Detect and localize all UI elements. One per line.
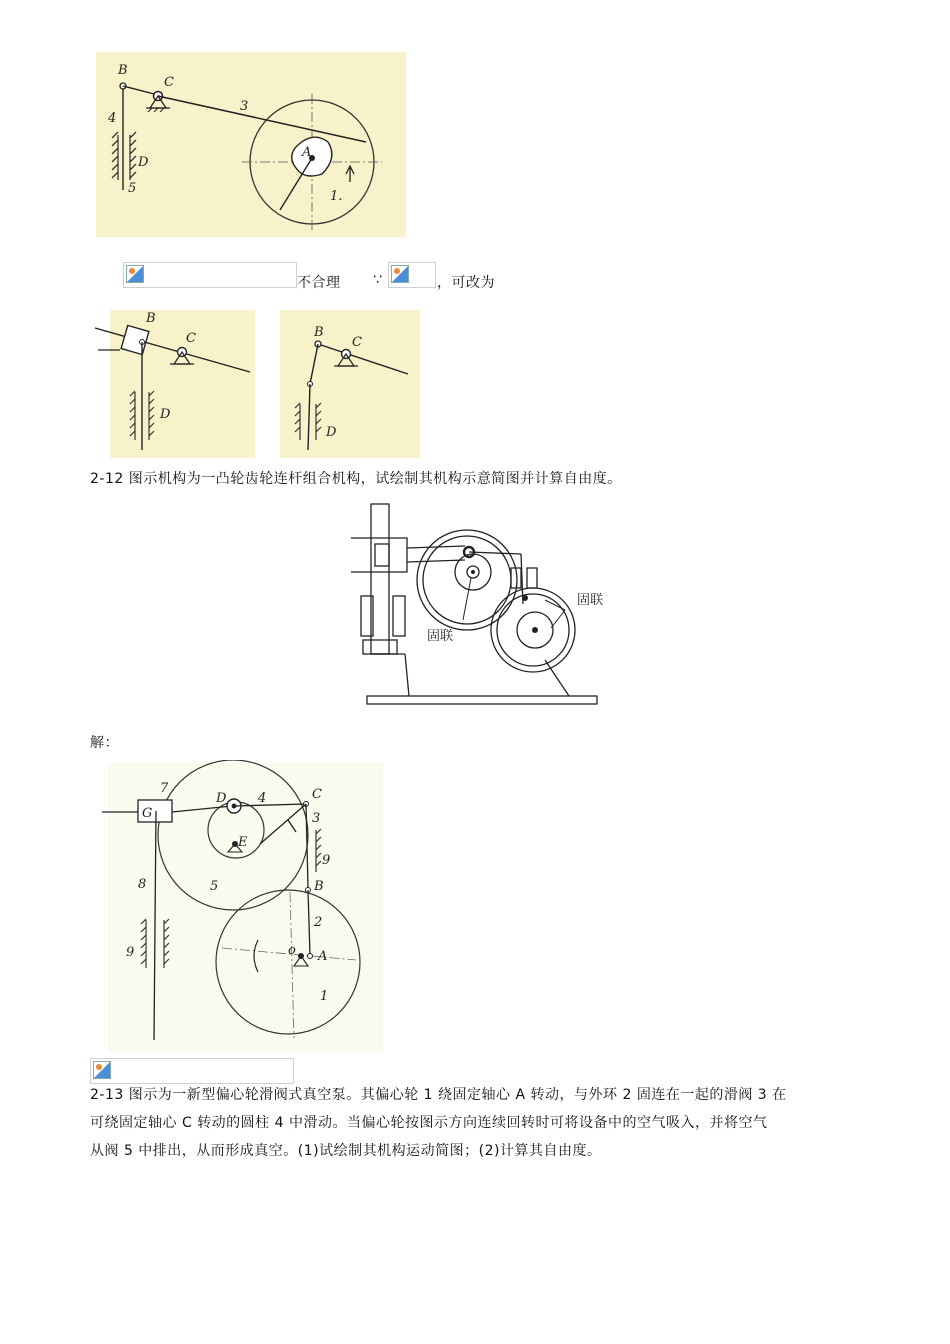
label-b-right: B: [314, 325, 324, 340]
label-2: 2: [314, 915, 323, 930]
label-c: C: [312, 787, 322, 802]
text-change-to: ，可改为: [437, 275, 495, 291]
label-b: B: [314, 879, 324, 894]
label-3: 3: [312, 811, 321, 826]
label-c: C: [164, 75, 174, 90]
label-5: 5: [128, 181, 137, 196]
label-b-left: B: [146, 311, 156, 326]
label-d: D: [138, 155, 149, 170]
label-4: 4: [108, 111, 117, 126]
question-2-13-line3: 从阀 5 中排出，从而形成真空。(1)试绘制其机构运动简图；(2)计算其自由度。: [90, 1143, 602, 1159]
broken-image-icon: [93, 1061, 111, 1079]
label-9-right: 9: [322, 853, 331, 868]
figure-solution-sketch: [98, 760, 388, 1055]
label-1: 1: [320, 989, 329, 1004]
label-fixed-1: 固联: [577, 593, 604, 608]
label-e: E: [238, 835, 248, 850]
broken-image-icon: [126, 265, 144, 283]
label-fixed-2: 固联: [427, 629, 454, 644]
broken-image-formula-3: [90, 1058, 294, 1084]
question-2-12: 2-12 图示机构为一凸轮齿轮连杆组合机构，试绘制其机构示意简图并计算自由度。: [90, 471, 622, 487]
label-1: 1.: [330, 189, 343, 204]
because-symbol: ∵: [373, 272, 383, 288]
broken-image-icon: [391, 265, 409, 283]
question-2-13-line1: 2-13 图示为一新型偏心轮滑阀式真空泵。其偏心轮 1 绕固定轴心 A 转动，与外环 2 固连在一起的滑阀 3 在: [90, 1087, 787, 1103]
label-9-left: 9: [126, 945, 135, 960]
label-d-right: D: [326, 425, 337, 440]
figure-cam-lever-mechanism: [90, 50, 410, 240]
text-unreasonable: 不合理: [297, 275, 341, 291]
label-8: 8: [138, 877, 147, 892]
label-a: A: [318, 949, 328, 964]
broken-image-formula-2: [388, 262, 436, 288]
figure-cam-gear-linkage: [345, 500, 605, 710]
label-g: G: [142, 806, 153, 821]
label-o: o: [288, 943, 296, 958]
label-b: B: [118, 63, 128, 78]
figure-corrected-mechanisms: [90, 300, 420, 460]
question-2-13-line2: 可绕固定轴心 C 转动的圆柱 4 中滑动。当偏心轮按图示方向连续回转时可将设备中的空气吸入，并将空气: [90, 1115, 768, 1131]
label-d-left: D: [160, 407, 171, 422]
label-3: 3: [240, 99, 249, 114]
broken-image-formula-1: [123, 262, 297, 288]
solution-heading: 解：: [90, 735, 119, 751]
label-7: 7: [160, 781, 169, 796]
label-5: 5: [210, 879, 219, 894]
label-d: D: [216, 791, 227, 806]
label-c-right: C: [352, 335, 362, 350]
label-a: A: [302, 145, 312, 160]
label-4: 4: [258, 791, 267, 806]
label-c-left: C: [186, 331, 196, 346]
